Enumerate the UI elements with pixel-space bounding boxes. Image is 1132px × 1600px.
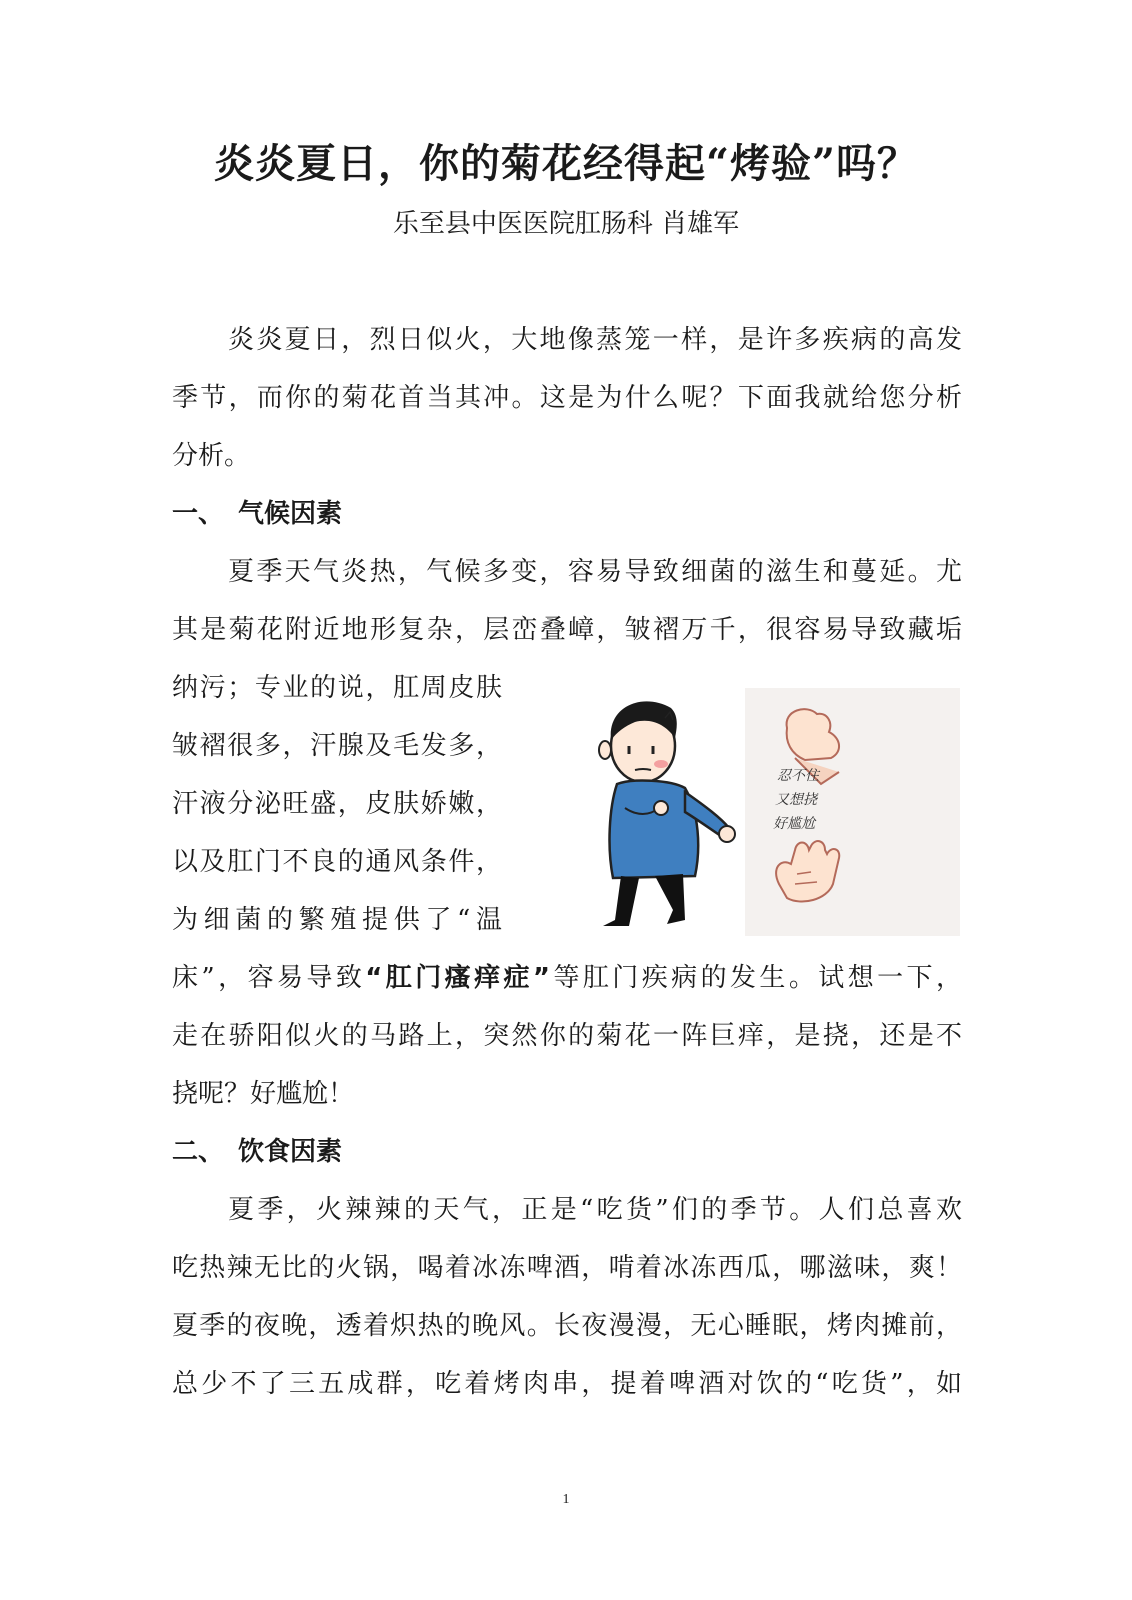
section-1-title: 气候因素 [238, 499, 343, 529]
section-2-heading [172, 1130, 342, 1174]
character-hand-left [654, 801, 668, 815]
emphasis-anal-pruritus: “肛门瘙痒症” [365, 963, 551, 993]
section-1-line-10: 挠呢？好尴尬！ [172, 1079, 355, 1109]
section-1-heading [172, 492, 342, 536]
section-1-line-8 [172, 956, 962, 1000]
character-ear [599, 741, 611, 759]
character-hand-right [719, 826, 735, 842]
character-leg-left [603, 876, 639, 926]
section-1-line-2: 其是菊花附近地形复杂，层峦叠嶂，皱褶万千，很容易导致藏垢 [172, 615, 962, 645]
intro-line-3: 分析。 [172, 441, 251, 471]
caption-2: 又想挠 [775, 792, 817, 808]
section-2-number: 二、 [172, 1137, 225, 1167]
itchy-cartoon-illustration [525, 688, 960, 936]
illustration-background [745, 688, 960, 936]
section-2-line-1: 夏季，火辣辣的天气，正是“吃货”们的季节。人们总喜欢 [228, 1195, 962, 1225]
section-1-line-8-start: 床”，容易导致 [172, 963, 366, 993]
character-leg-right [655, 874, 685, 924]
intro-line-1: 炎炎夏日，烈日似火，大地像蒸笼一样，是许多疾病的高发 [228, 325, 962, 355]
section-1-line-4: 皱褶很多，汗腺及毛发多， [172, 731, 502, 761]
author-line: 乐至县中医医院肛肠科 肖雄军 [392, 209, 740, 239]
section-1-line-1: 夏季天气炎热，气候多变，容易导致细菌的滋生和蔓延。尤 [228, 557, 962, 587]
caption-1: 忍不住 [777, 768, 819, 784]
section-1-line-5: 汗液分泌旺盛，皮肤娇嫩， [172, 789, 502, 819]
article-title: 炎炎夏日，你的菊花经得起“烤验”吗？ [213, 140, 918, 187]
section-2-line-3: 夏季的夜晚，透着炽热的晚风。长夜漫漫，无心睡眠，烤肉摊前， [172, 1311, 962, 1341]
section-2-line-4: 总少不了三五成群，吃着烤肉串，提着啤酒对饮的“吃货”，如 [172, 1369, 962, 1399]
intro-line-2: 季节，而你的菊花首当其冲。这是为什么呢？下面我就给您分析 [172, 383, 962, 413]
character-mouth [635, 769, 651, 770]
section-1-number: 一、 [172, 499, 225, 529]
section-1-line-6: 以及肛门不良的通风条件， [172, 847, 502, 877]
section-1-line-8-end: 等肛门疾病的发生。试想一下， [550, 963, 962, 993]
section-1-line-9: 走在骄阳似火的马路上，突然你的菊花一阵巨痒，是挠，还是不 [172, 1021, 962, 1051]
cartoon-svg [525, 688, 960, 936]
character-blush [654, 760, 668, 768]
page-number: 1 [562, 1492, 570, 1507]
caption-3: 好尴尬 [773, 816, 815, 832]
section-1-line-7: 为细菌的繁殖提供了“温 [172, 905, 502, 935]
section-1-line-3: 纳污；专业的说，肛周皮肤 [172, 673, 502, 703]
section-2-title: 饮食因素 [238, 1137, 343, 1167]
section-2-line-2: 吃热辣无比的火锅，喝着冰冻啤酒，啃着冰冻西瓜，哪滋味，爽！ [172, 1253, 962, 1283]
